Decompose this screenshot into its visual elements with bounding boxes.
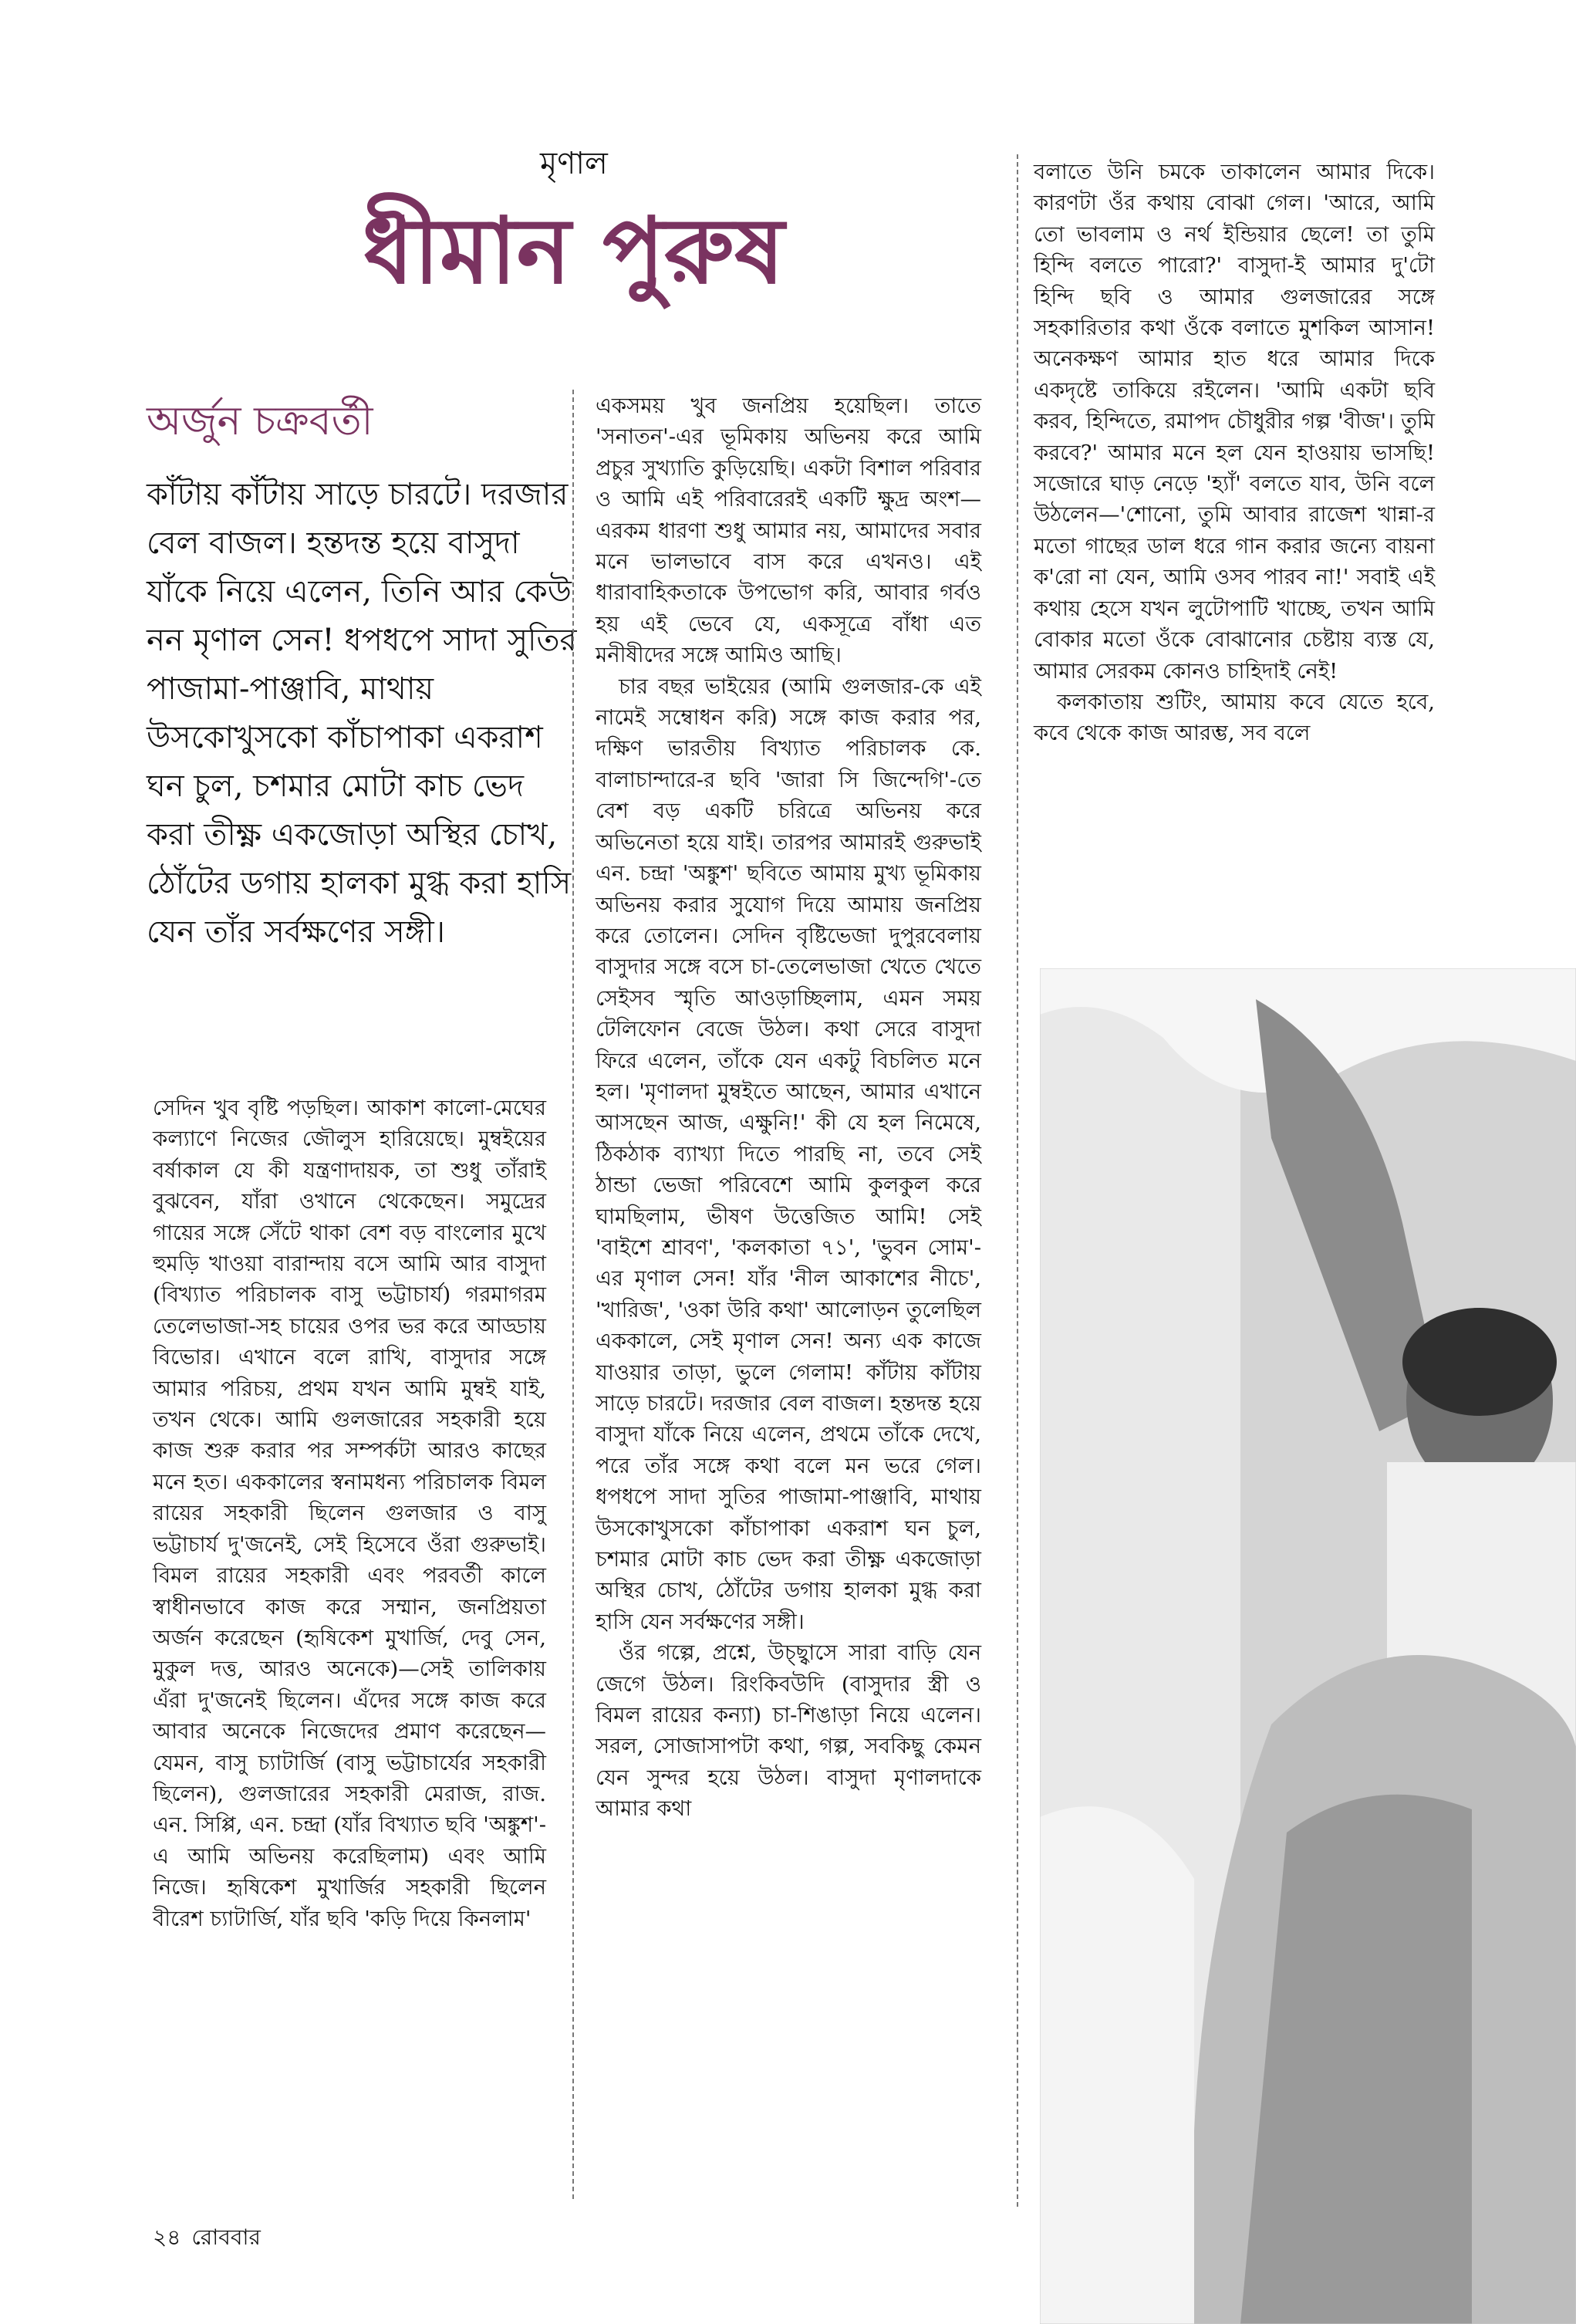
folio: [153, 2221, 261, 2257]
kicker: মৃণাল: [540, 146, 608, 181]
column-divider: [1017, 154, 1018, 2207]
author-byline: অর্জুন চক্রবর্তী: [147, 398, 373, 444]
publication-name: রোববার: [191, 2224, 261, 2250]
paragraph: একসময় খুব জনপ্রিয় হয়েছিল। তাতে 'সনাতন'-এর ভূমিকায় অভিনয় করে আমি প্রচুর সুখ্যাতি কুড়িয়েছি। একটা বিশাল পরিবার ও আমি এই পরিবারেরই একটি ক্ষুদ্র অংশ—এরকম ধারণা শুধু আমার নয়, আমাদের সবার মনে ভালভাবে বাস করে এখনও। এই ধারাবাহিকতাকে উপভোগ করি, আবার গর্বও হয় এই ভেবে যে, একসূত্রে বাঁধা এত মনীষীদের সঙ্গে আমিও আছি।: [596, 394, 981, 668]
photo-illustration: [1040, 968, 1576, 2324]
paragraph: ওঁর গল্পে, প্রশ্নে, উচ্ছ্বাসে সারা বাড়ি যেন জেগে উঠল। রিংকিবউদি (বাসুদার স্ত্রী ও বিমল রায়ের কন্যা) চা-শিঙাড়া নিয়ে এলেন। সরল, সোজাসাপটা কথা, গল্প, সবকিছু কেমন যেন সুন্দর হয়ে উঠল। বাসুদা মৃণালদাকে আমার কথা: [596, 1640, 981, 1822]
paragraph: সেদিন খুব বৃষ্টি পড়ছিল। আকাশ কালো-মেঘের কল্যাণে নিজের জৌলুস হারিয়েছে। মুম্বইয়ের বর্ষাকাল যে কী যন্ত্রণাদায়ক, তা শুধু তাঁরাই বুঝবেন, যাঁরা ওখানে থেকেছেন। সমুদ্রের গায়ের সঙ্গে সেঁটে থাকা বেশ বড় বাংলোর মুখে হুমড়ি খাওয়া বারান্দায় বসে আমি আর বাসুদা (বিখ্যাত পরিচালক বাসু ভট্টাচার্য) গরমাগরম তেলেভাজা-সহ চায়ের ওপর ভর করে আড্ডায় বিভোর। এখানে বলে রাখি, বাসুদার সঙ্গে আমার পরিচয়, প্রথম যখন আমি মুম্বই যাই, তখন থেকে। আমি গুলজারের সহকারী হয়ে কাজ শুরু করার পর সম্পর্কটা আরও কাছের মনে হত। এককালের স্বনামধন্য পরিচালক বিমল রায়ের সহকারী ছিলেন গুলজার ও বাসু ভট্টাচার্য দু'জনেই, সেই হিসেবে ওঁরা গুরুভাই। বিমল রায়ের সহকারী এবং পরবর্তী কালে স্বাধীনভাবে কাজ করে সম্মান, জনপ্রিয়তা অর্জন করেছেন (হৃষিকেশ মুখার্জি, দেবু সেন, মুকুল দত্ত, আরও অনেকে)—সেই তালিকায় এঁরা দু'জনেই ছিলেন। এঁদের সঙ্গে কাজ করে আবার অনেকে নিজেদের প্রমাণ করেছেন—যেমন, বাসু চ্যাটার্জি (বাসু ভট্টাচার্যের সহকারী ছিলেন), গুলজারের সহকারী মেরাজ, রাজ. এন. সিপ্পি, এন. চন্দ্রা (যাঁর বিখ্যাত ছবি 'অঙ্কুশ'-এ আমি অভিনয় করেছিলাম) এবং আমি নিজে। হৃষিকেশ মুখার্জির সহকারী ছিলেন বীরেশ চ্যাটার্জি, যাঁর ছবি 'কড়ি দিয়ে কিনলাম': [153, 1096, 546, 1931]
column-divider: [572, 390, 574, 2199]
article-column-2: [596, 390, 981, 2188]
paragraph: কলকাতায় শুটিং, আমায় কবে যেতে হবে, কবে থেকে কাজ আরম্ভ, সব বলে: [1034, 689, 1435, 746]
portrait-photo: [1040, 968, 1576, 2324]
article-column-3: [1034, 157, 1435, 920]
paragraph: চার বছর ভাইয়ের (আমি গুলজার-কে এই নামেই সম্বোধন করি) সঙ্গে কাজ করার পর, দক্ষিণ ভারতীয় বিখ্যাত পরিচালক কে. বালাচান্দারে-র ছবি 'জারা সি জিন্দেগি'-তে বেশ বড় একটি চরিত্রে অভিনয় করে অভিনেতা হয়ে যাই। তারপর আমারই গুরুভাই এন. চন্দ্রা 'অঙ্কুশ' ছবিতে আমায় মুখ্য ভূমিকায় অভিনয় করার সুযোগ দিয়ে আমায় জনপ্রিয় করে তোলেন। সেদিন বৃষ্টিভেজা দুপুরবেলায় বাসুদার সঙ্গে বসে চা-তেলেভাজা খেতে খেতে সেইসব স্মৃতি আওড়াচ্ছিলাম, এমন সময় টেলিফোন বেজে উঠল। কথা সেরে বাসুদা ফিরে এলেন, তাঁকে যেন একটু বিচলিত মনে হল। 'মৃণালদা মুম্বইতে আছেন, আমার এখানে আসছেন আজ, এক্ষুনি!' কী যে হল নিমেষে, ঠিকঠাক ব্যাখ্যা দিতে পারছি না, তবে সেই ঠান্ডা ভেজা পরিবেশে আমি কুলকুল করে ঘামছিলাম, ভীষণ উত্তেজিত আমি! সেই 'বাইশে শ্রাবণ', 'কলকাতা ৭১', 'ভুবন সোম'-এর মৃণাল সেন! যাঁর 'নীল আকাশের নীচে', 'খারিজ', 'ওকা উরি কথা' আলোড়ন তুলেছিল এককালে, সেই মৃণাল সেন! অন্য এক কাজে যাওয়ার তাড়া, ভুলে গেলাম! কাঁটায় কাঁটায় সাড়ে চারটে। দরজার বেল বাজল। হন্তদন্ত হয়ে বাসুদা যাঁকে নিয়ে এলেন, প্রথমে তাঁকে দেখে, পরে তাঁর সঙ্গে কথা বলে মন ভরে গেল। ধপধপে সাদা সুতির পাজামা-পাঞ্জাবি, মাথায় উসকোখুসকো কাঁচাপাকা একরাশ ঘন চুল, চশমার মোটা কাচ ভেদ করা তীক্ষ্ণ একজোড়া অস্থির চোখ, ঠোঁটের ডগায় হালকা মুগ্ধ করা হাসি যেন সর্বক্ষণের সঙ্গী।: [596, 674, 981, 1634]
article-column-1: [153, 1093, 546, 2200]
page-title: ধীমান পুরুষ: [363, 197, 785, 304]
lede-paragraph: কাঁটায় কাঁটায় সাড়ে চারটে। দরজার বেল বাজল। হন্তদন্ত হয়ে বাসুদা যাঁকে নিয়ে এলেন, তিনি আর কেউ নন মৃণাল সেন! ধপধপে সাদা সুতির পাজামা-পাঞ্জাবি, মাথায় উসকোখুসকো কাঁচাপাকা একরাশ ঘন চুল, চশমার মোটা কাচ ভেদ করা তীক্ষ্ণ একজোড়া অস্থির চোখ, ঠোঁটের ডগায় হালকা মুগ্ধ করা হাসি যেন তাঁর সর্বক্ষণের সঙ্গী।: [147, 477, 577, 950]
page-number: ২৪: [153, 2224, 181, 2250]
paragraph: বলাতে উনি চমকে তাকালেন আমার দিকে। কারণটা ওঁর কথায় বোঝা গেল। 'আরে, আমি তো ভাবলাম ও নর্থ ইন্ডিয়ার ছেলে! তা তুমি হিন্দি বলতে পারো?' বাসুদা-ই আমার দু'টো হিন্দি ছবি ও আমার গুলজারের সঙ্গে সহকারিতার কথা ওঁকে বলাতে মুশকিল আসান! অনেকক্ষণ আমার হাত ধরে আমার দিকে একদৃষ্টে তাকিয়ে রইলেন। 'আমি একটা ছবি করব, হিন্দিতে, রমাপদ চৌধুরীর গল্প 'বীজ'। তুমি করবে?' আমার মনে হল যেন হাওয়ায় ভাসছি! সজোরে ঘাড় নেড়ে 'হ্যাঁ' বলতে যাব, উনি বলে উঠলেন—'শোনো, তুমি আবার রাজেশ খান্না-র মতো গাছের ডাল ধরে গান করার জন্যে বায়না ক'রো না যেন, আমি ওসব পারব না!' সবাই এই কথায় হেসে যখন লুটোপাটি খাচ্ছে, তখন আমি বোকার মতো ওঁকে বোঝানোর চেষ্টায় ব্যস্ত যে, আমার সেরকম কোনও চাহিদাই নেই!: [1034, 160, 1435, 684]
